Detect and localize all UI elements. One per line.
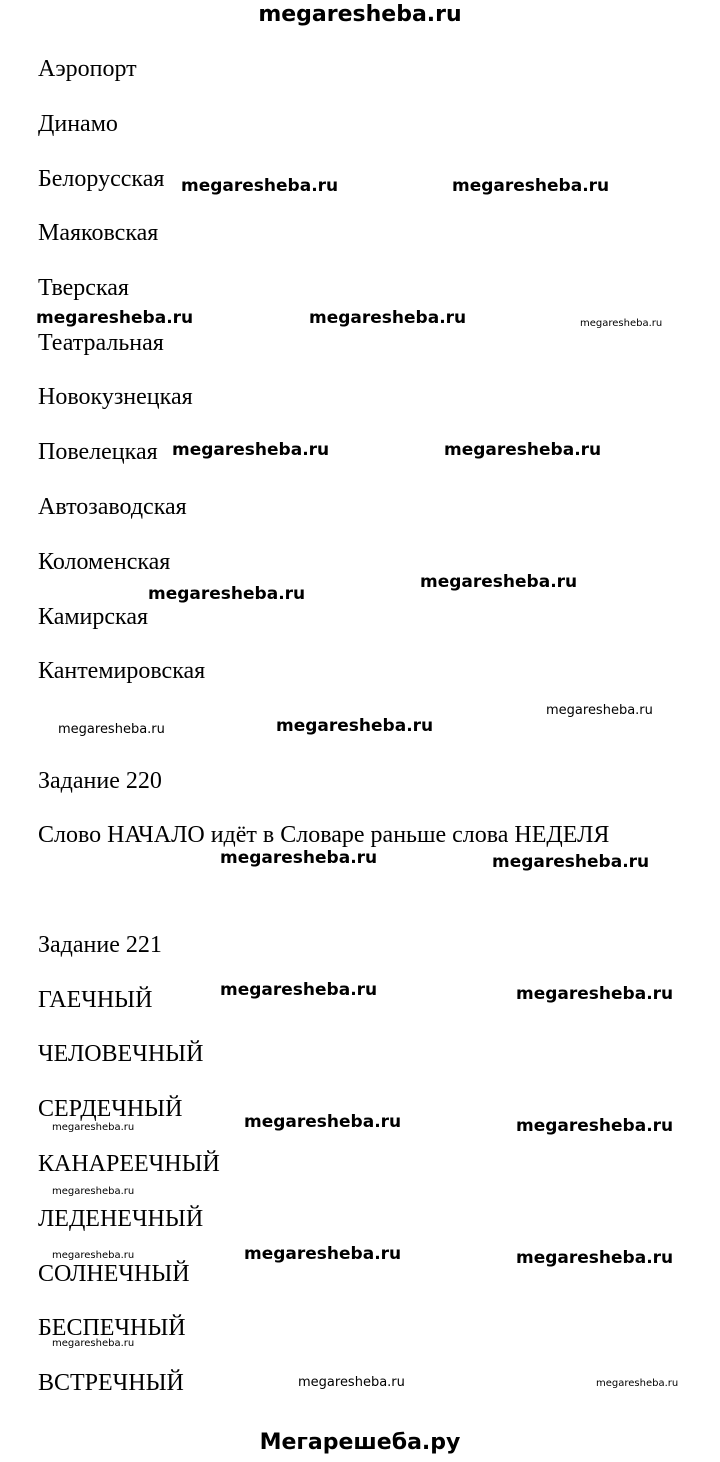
watermark: megaresheba.ru [444, 440, 602, 460]
site-footer: Мегарешеба.ру [259, 1430, 461, 1455]
station-item: Камирская [38, 604, 149, 630]
word-item: КАНАРЕЕЧНЫЙ [38, 1151, 220, 1177]
station-item: Повелецкая [38, 439, 158, 465]
word-item: ГАЕЧНЫЙ [38, 987, 153, 1013]
watermark: megaresheba.ru [52, 1338, 135, 1349]
watermark: megaresheba.ru [172, 440, 330, 460]
watermark: megaresheba.ru [298, 1375, 405, 1390]
station-item: Театральная [38, 330, 164, 356]
site-header: megaresheba.ru [258, 2, 462, 27]
watermark: megaresheba.ru [516, 984, 674, 1004]
station-item: Коломенская [38, 549, 171, 575]
watermark: megaresheba.ru [52, 1250, 135, 1261]
station-item: Кантемировская [38, 658, 206, 684]
watermark: megaresheba.ru [492, 852, 650, 872]
station-item: Аэропорт [38, 56, 137, 82]
watermark: megaresheba.ru [580, 318, 663, 329]
task-220-title: Задание 220 [38, 768, 162, 794]
station-item: Белорусская [38, 166, 165, 192]
word-item: ЛЕДЕНЕЧНЫЙ [38, 1206, 204, 1232]
watermark: megaresheba.ru [148, 584, 306, 604]
word-item: СОЛНЕЧНЫЙ [38, 1261, 190, 1287]
watermark: megaresheba.ru [276, 716, 434, 736]
watermark: megaresheba.ru [309, 308, 467, 328]
watermark: megaresheba.ru [220, 848, 378, 868]
word-item: БЕСПЕЧНЫЙ [38, 1315, 186, 1341]
watermark: megaresheba.ru [452, 176, 610, 196]
watermark: megaresheba.ru [516, 1248, 674, 1268]
station-item: Автозаводская [38, 494, 187, 520]
task-221-title: Задание 221 [38, 932, 162, 958]
watermark: megaresheba.ru [244, 1244, 402, 1264]
watermark: megaresheba.ru [52, 1186, 135, 1197]
watermark: megaresheba.ru [596, 1378, 679, 1389]
watermark: megaresheba.ru [220, 980, 378, 1000]
watermark: megaresheba.ru [36, 308, 194, 328]
watermark: megaresheba.ru [52, 1122, 135, 1133]
watermark: megaresheba.ru [420, 572, 578, 592]
word-item: СЕРДЕЧНЫЙ [38, 1096, 183, 1122]
word-item: ЧЕЛОВЕЧНЫЙ [38, 1041, 204, 1067]
station-item: Динамо [38, 111, 118, 137]
task-220-answer: Слово НАЧАЛО идёт в Словаре раньше слова НЕДЕЛЯ [38, 822, 610, 848]
watermark: megaresheba.ru [58, 722, 165, 737]
station-item: Тверская [38, 275, 129, 301]
watermark: megaresheba.ru [516, 1116, 674, 1136]
watermark: megaresheba.ru [244, 1112, 402, 1132]
watermark: megaresheba.ru [181, 176, 339, 196]
word-item: ВСТРЕЧНЫЙ [38, 1370, 184, 1396]
station-item: Новокузнецкая [38, 384, 193, 410]
watermark: megaresheba.ru [546, 703, 653, 718]
station-item: Маяковская [38, 220, 159, 246]
